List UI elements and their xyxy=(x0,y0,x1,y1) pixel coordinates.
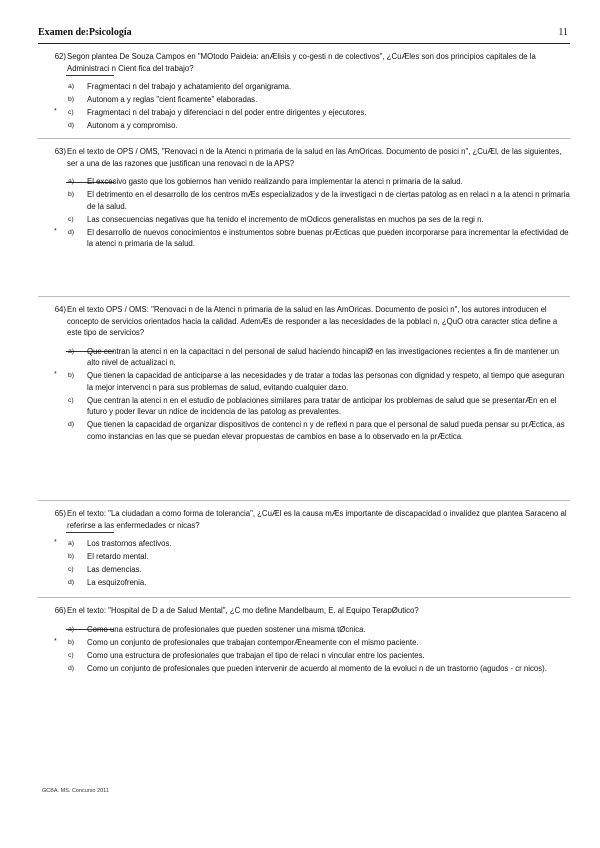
option-a[interactable] xyxy=(42,81,570,93)
option-b[interactable] xyxy=(42,189,570,212)
answer-marker: * xyxy=(54,637,57,645)
options-list xyxy=(42,346,570,443)
option-letter: b) xyxy=(68,553,75,560)
question-65 xyxy=(42,508,570,590)
option-letter: c) xyxy=(68,109,74,116)
option-letter: c) xyxy=(68,651,74,659)
option-letter: b) xyxy=(68,96,75,103)
option-letter: d) xyxy=(68,122,75,129)
option-letter: a) xyxy=(68,625,75,633)
option-text: Los trastornos afectivos. xyxy=(87,539,172,548)
option-d[interactable] xyxy=(42,227,570,250)
page-footer: GCBA. MS. Concurso 2011 xyxy=(42,788,109,794)
question-stem xyxy=(42,304,570,339)
option-d[interactable] xyxy=(42,419,570,442)
question-text: En el texto: "Hospital de D a de Salud Mental", ¿C mo define Mandelbaum, E. al Equipo TerapØutico? xyxy=(67,606,419,615)
option-text: Autonom a y reglas "cient ficamente" elaboradas. xyxy=(87,95,258,104)
question-64 xyxy=(42,304,570,444)
option-text: El excesivo gasto que los gobiernos han venido realizando para implementar la atenci n primaria de la salud. xyxy=(87,177,463,186)
option-letter: c) xyxy=(68,396,74,404)
option-text: La esquizofrenia. xyxy=(87,578,147,587)
option-c[interactable] xyxy=(42,564,570,576)
option-letter: b) xyxy=(68,638,75,646)
option-d[interactable] xyxy=(42,120,570,132)
option-text: Como una estructura de profesionales que pueden sostener una misma tØcnica. xyxy=(87,624,366,634)
option-letter: b) xyxy=(68,372,75,379)
option-letter: b) xyxy=(68,191,75,198)
options-list xyxy=(42,81,570,132)
option-b[interactable] xyxy=(42,637,570,649)
option-letter: a) xyxy=(68,540,75,547)
option-text: Como un conjunto de profesionales que pueden intervenir de acuerdo al momento de la evoluci n de un trastorno (agudos - cr nicos). xyxy=(87,663,547,673)
option-text: Fragmentaci n del trabajo y diferenciaci n del poder entre dirigentes y ejecutores. xyxy=(87,108,367,117)
option-c[interactable] xyxy=(42,650,570,662)
option-a[interactable] xyxy=(42,538,570,550)
option-letter: c) xyxy=(68,215,74,223)
question-divider xyxy=(38,138,570,139)
answer-marker: * xyxy=(54,108,57,115)
option-text: El desarrollo de nuevos conocimientos e instrumentos sobre buenas prÆcticas que pueden incorporarse para incrementar la efectividad de la atenci n primaria de la salud. xyxy=(87,227,569,248)
question-divider xyxy=(38,597,570,598)
question-62 xyxy=(42,51,570,133)
question-stem xyxy=(42,146,570,169)
option-a[interactable] xyxy=(42,176,570,188)
option-text: El detrimento en el desarrollo de los centros mÆs especializados y de la investigaci n de ciertas patolog as en relaci n a la atenci n primaria de la salud. xyxy=(87,190,570,211)
option-letter: a) xyxy=(68,178,75,185)
option-a[interactable] xyxy=(42,624,570,636)
question-stem xyxy=(42,508,570,531)
question-number: 66) xyxy=(54,606,66,615)
page-header xyxy=(38,27,568,41)
option-d[interactable] xyxy=(42,663,570,675)
question-text: En el texto de OPS / OMS, "Renovaci n de la Atenci n primaria de la salud en las AmOricas. Documento de posici n", ¿CuÆl, de las siguientes, ser a una de las razones que justifican una renovaci n de la APS? xyxy=(67,147,562,168)
option-text: Fragmentaci n del trabajo y achatamiento del organigrama. xyxy=(87,82,292,91)
option-text: Las demencias. xyxy=(87,565,142,574)
options-list xyxy=(42,624,570,675)
option-letter: d) xyxy=(68,664,75,672)
option-text: Las consecuencias negativas que ha tenido el incremento de mOdicos generalistas en muchos pa ses de la regi n. xyxy=(87,214,484,224)
option-letter: d) xyxy=(68,579,75,586)
answer-marker: * xyxy=(54,227,57,235)
question-text: En el texto OPS / OMS: "Renovaci n de la Atenci n primaria de la salud en las AmOricas. Documento de posici n", los autores introducen el concepto de servicios orientados hacia la calidad. AdemÆs de responder a las necesidades de la poblaci n, ¿QuO otra caracter stica define a este tipo de servicios? xyxy=(67,305,558,337)
question-66 xyxy=(42,605,570,676)
answer-marker: * xyxy=(54,371,57,378)
option-letter: d) xyxy=(68,228,75,236)
question-stem xyxy=(42,51,570,74)
option-c[interactable] xyxy=(42,107,570,119)
option-c[interactable] xyxy=(42,395,570,418)
answer-marker: * xyxy=(54,539,57,546)
option-c[interactable] xyxy=(42,214,570,226)
question-text: En el texto: "La ciudadan a como forma de tolerancia", ¿CuÆl es la causa mÆs importante de discapacidad o invalidez que plantea Saraceno al referirse a las enfermedades cr nicas? xyxy=(67,509,567,530)
header-divider xyxy=(38,43,570,44)
option-text: Como un conjunto de profesionales que trabajan contemporÆneamente con el mismo paciente. xyxy=(87,637,419,647)
option-letter: a) xyxy=(68,347,75,355)
option-text: El retardo mental. xyxy=(87,552,149,561)
option-text: Que tienen la capacidad de anticiparse a las necesidades y de tratar a todas las personas con dignidad y respeto, al tiempo que aseguran la mejor intervenci n para sus problemas de salud, evitando cualquier da±o. xyxy=(87,371,565,392)
question-divider xyxy=(38,296,570,297)
question-number: 62) xyxy=(54,52,66,61)
option-d[interactable] xyxy=(42,577,570,589)
options-list xyxy=(42,538,570,589)
question-stem xyxy=(42,605,570,617)
question-63 xyxy=(42,146,570,251)
question-text: Segon plantea De Souza Campos en "MOtodo Paideia: anÆlisis y co-gesti n de colectivos", ¿CuÆles son dos principios capitales de la Administraci n Cient fica del trabajo? xyxy=(67,52,536,73)
question-divider xyxy=(38,500,570,501)
question-number: 65) xyxy=(54,509,66,518)
stem-underline xyxy=(66,75,114,76)
option-a[interactable] xyxy=(42,346,570,369)
option-letter: c) xyxy=(68,566,74,573)
option-letter: a) xyxy=(68,83,75,90)
question-number: 64) xyxy=(54,305,66,314)
option-text: Como una estructura de profesionales que trabajan el tipo de relaci n vincular entre los pacientes. xyxy=(87,650,425,660)
option-text: Que centran la atenci n en el estudio de poblaciones similares para tratar de anticipar los problemas de salud que se presentarÆn en el futuro y poder llevar un ndice de incidencia de las patolog as prevalentes. xyxy=(87,395,557,416)
option-text: Que centran la atenci n en la capacitaci n del personal de salud haciendo hincapiØ en las investigaciones recientes a fin de mantener un alto nivel de actualizaci n. xyxy=(87,346,560,367)
exam-title: Examen de:Psicología xyxy=(38,27,132,38)
page-number: 11 xyxy=(558,27,568,38)
option-b[interactable] xyxy=(42,370,570,393)
option-b[interactable] xyxy=(42,94,570,106)
option-b[interactable] xyxy=(42,551,570,563)
option-text: Autonom a y compromiso. xyxy=(87,121,178,130)
options-list xyxy=(42,176,570,250)
option-letter: d) xyxy=(68,421,75,428)
question-number: 63) xyxy=(54,147,66,156)
option-text: Que tienen la capacidad de organizar dispositivos de contenci n y de reflexi n para que el personal de salud pueda pensar su prÆctica, as como instancias en las que se puedan elevar propuestas de cambios en base a lo observado en la prÆctica. xyxy=(87,420,565,441)
stem-underline xyxy=(66,532,114,533)
